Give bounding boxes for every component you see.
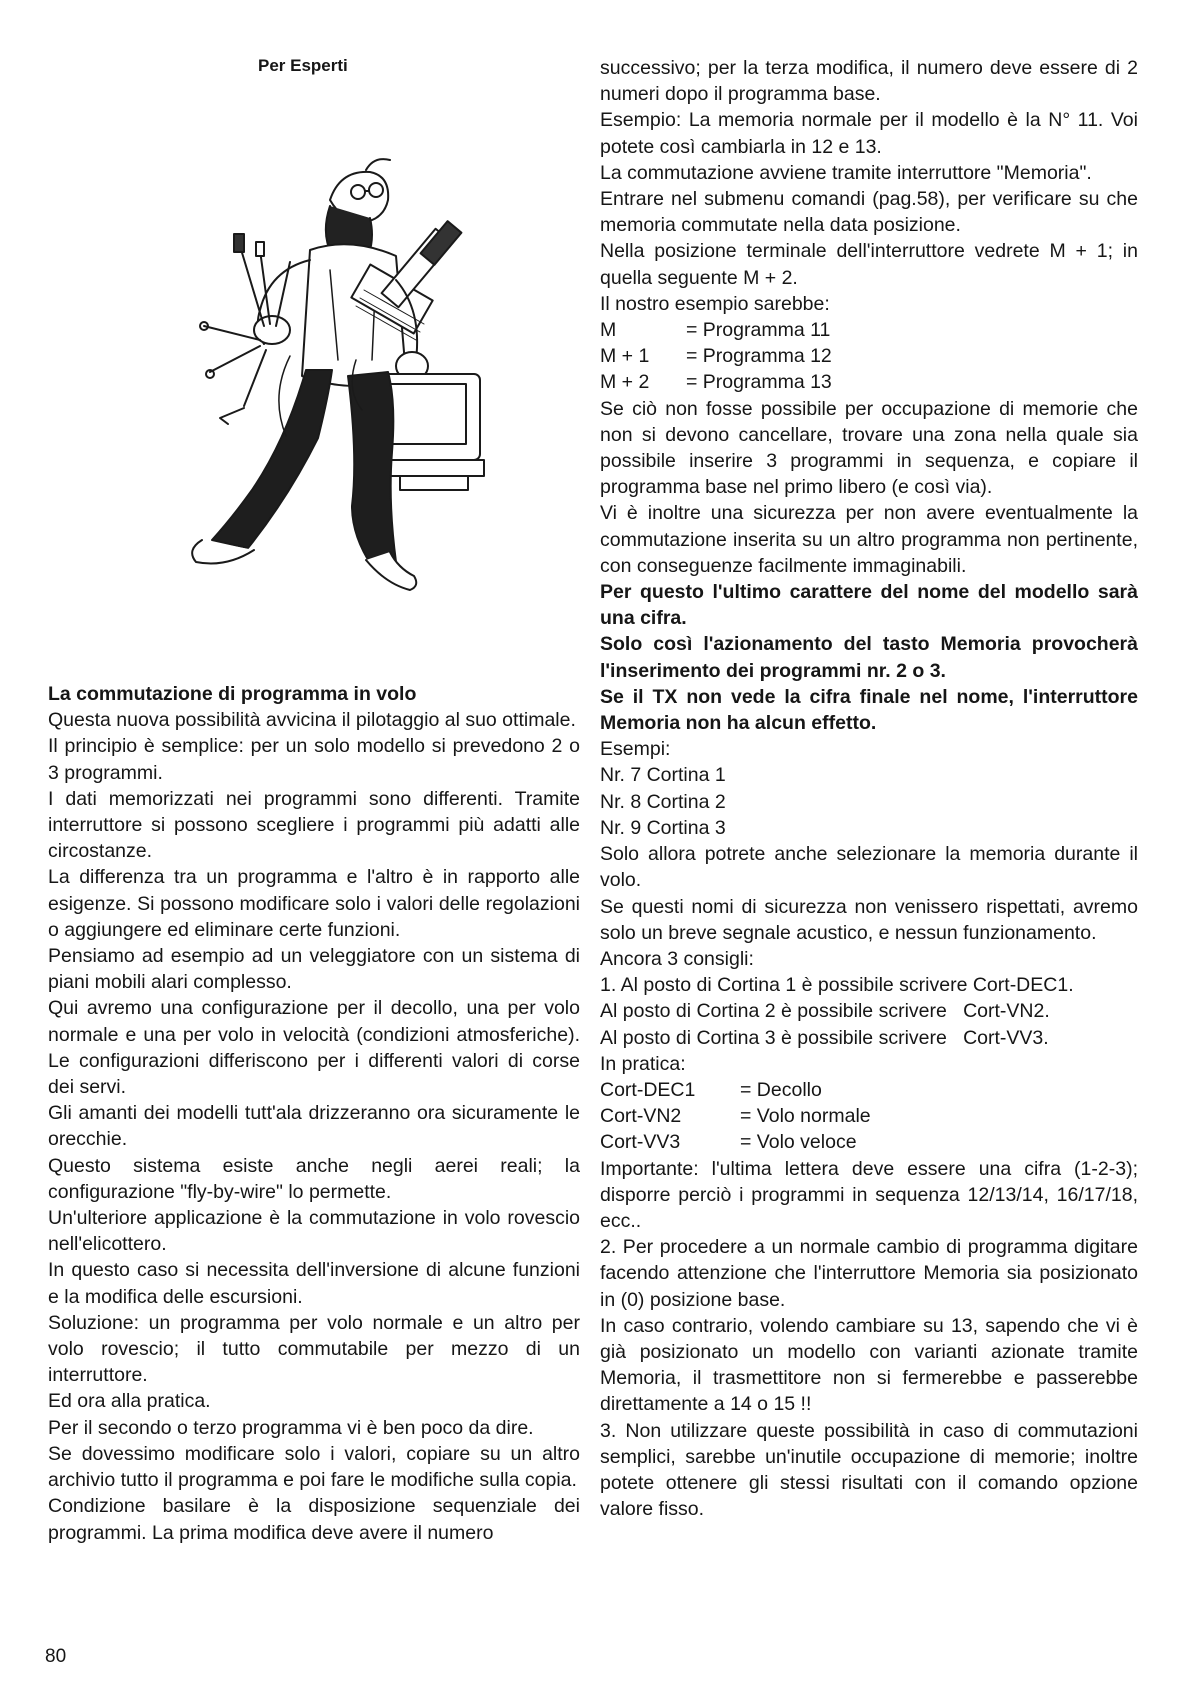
- memory-value: = Programma 13: [686, 371, 832, 394]
- examples-label: Esempi:: [600, 738, 671, 761]
- bold-note: Per questo l'ultimo carattere del nome del modello sarà una cifra.: [600, 581, 1138, 630]
- memory-key: M + 1: [600, 345, 650, 368]
- paragraph: Importante: l'ultima lettera deve essere una cifra (1-2-3); disporre perciò i programmi in sequenza 12/13/14, 16/17/18, ecc..: [600, 1157, 1138, 1232]
- section-title: La commutazione di programma in volo: [48, 683, 417, 705]
- name-value: = Decollo: [740, 1078, 822, 1101]
- paragraph: Pensiamo ad esempio ad un veleggiatore con un sistema di piani mobili alari complesso.: [48, 945, 580, 994]
- example-line: Nr. 8 Cortina 2: [600, 790, 726, 813]
- paragraph: Il principio è semplice: per un solo modello si prevedono 2 o 3 programmi.: [48, 735, 580, 784]
- paragraph: Condizione basilare è la disposizione sequenziale dei programmi. La prima modifica deve avere il numero: [48, 1495, 580, 1544]
- paragraph: La commutazione avviene tramite interruttore "Memoria".: [600, 161, 1092, 184]
- paragraph: Per il secondo o terzo programma vi è ben poco da dire.: [48, 1416, 534, 1439]
- paragraph: La differenza tra un programma e l'altro è in rapporto alle esigenze. Si possono modificare solo i valori delle regolazioni o aggiungere ed eliminare certe funzioni.: [48, 866, 580, 941]
- name-key: Cort-VV3: [600, 1131, 681, 1154]
- section-heading: Per Esperti: [258, 56, 348, 75]
- paragraph: Questo sistema esiste anche negli aerei reali; la configurazione "fly-by-wire" lo permette.: [48, 1154, 580, 1203]
- paragraph: Solo allora potrete anche selezionare la memoria durante il volo.: [600, 843, 1138, 892]
- paragraph: Nella posizione terminale dell'interruttore vedrete M + 1; in quella seguente M + 2.: [600, 240, 1138, 289]
- paragraph: Entrare nel submenu comandi (pag.58), per verificare su che memoria commutate nella data posizione.: [600, 188, 1138, 237]
- example-line: Nr. 9 Cortina 3: [600, 816, 726, 839]
- memory-key: M + 2: [600, 371, 650, 394]
- paragraph: Soluzione: un programma per volo normale e un altro per volo rovescio; il tutto commutabile per mezzo di un interruttore.: [48, 1311, 580, 1387]
- name-value: = Volo veloce: [740, 1131, 857, 1154]
- paragraph: Un'ulteriore applicazione è la commutazione in volo rovescio nell'elicottero.: [48, 1207, 580, 1256]
- paragraph: I dati memorizzati nei programmi sono differenti. Tramite interruttore si possono scegliere i programmi più adatti alle circostanze.: [48, 787, 580, 863]
- paragraph: Gli amanti dei modelli tutt'ala drizzeranno ora sicuramente le orecchie.: [48, 1102, 580, 1151]
- paragraph: Vi è inoltre una sicurezza per non avere eventualmente la commutazione inserita su un altro programma non pertinente, con conseguenze facilmente immaginabili.: [600, 502, 1138, 577]
- paragraph: 3. Non utilizzare queste possibilità in caso di commutazioni semplici, sarebbe un'inutile occupazione di memorie; inoltre potete ottenere gli stessi risultati con il comando opzione valore fisso.: [600, 1419, 1138, 1521]
- expert-cartoon-illustration: [180, 130, 500, 610]
- names-table: [600, 1077, 1138, 1156]
- tip-line: 1. Al posto di Cortina 1 è possibile scrivere Cort-DEC1.: [600, 974, 1074, 997]
- paragraph: Qui avremo una configurazione per il decollo, una per volo normale e una per volo in velocità (condizioni atmosferiche). Le configurazioni differiscono per i differenti valori di corse dei servi.: [48, 997, 580, 1099]
- paragraph: 2. Per procedere a un normale cambio di programma digitare facendo attenzione che l'interruttore Memoria sia posizionato in (0) posizione base.: [600, 1236, 1138, 1311]
- bold-note: Solo così l'azionamento del tasto Memoria provocherà l'inserimento dei programmi nr. 2 o 3.: [600, 633, 1138, 682]
- memory-key: M: [600, 319, 617, 342]
- example-line: Nr. 7 Cortina 1: [600, 764, 726, 787]
- paragraph: Ancora 3 consigli:: [600, 947, 754, 970]
- tip-line: Al posto di Cortina 3 è possibile scrivere Cort-VV3.: [600, 1026, 1049, 1049]
- paragraph: Esempio: La memoria normale per il modello è la N° 11. Voi potete così cambiarla in 12 e 13.: [600, 109, 1138, 158]
- paragraph: Se questi nomi di sicurezza non venissero rispettati, avremo solo un breve segnale acustico, e nessun funzionamento.: [600, 895, 1138, 944]
- right-column: [600, 55, 1138, 1522]
- paragraph: In questo caso si necessita dell'inversione di alcune funzioni e la modifica delle escursioni.: [48, 1259, 580, 1308]
- paragraph: In caso contrario, volendo cambiare su 13, sapendo che vi è già posizionato un modello con varianti azionate tramite Memoria, il trasmettitore non si fermerebbe e passerebbe direttamente a 14 o 15 !!: [600, 1314, 1138, 1416]
- bold-note: Se il TX non vede la cifra finale nel nome, l'interruttore Memoria non ha alcun effetto.: [600, 685, 1138, 735]
- tip-line: Al posto di Cortina 2 è possibile scrivere Cort-VN2.: [600, 1000, 1050, 1023]
- memory-table: [600, 317, 1138, 396]
- paragraph: Se dovessimo modificare solo i valori, copiare su un altro archivio tutto il programma e poi fare le modifiche sulla copia.: [48, 1442, 580, 1492]
- tip-line: In pratica:: [600, 1052, 686, 1075]
- paragraph: Questa nuova possibilità avvicina il pilotaggio al suo ottimale.: [48, 709, 576, 732]
- paragraph: Ed ora alla pratica.: [48, 1390, 211, 1413]
- paragraph: successivo; per la terza modifica, il numero deve essere di 2 numeri dopo il programma base.: [600, 57, 1138, 106]
- paragraph: Se ciò non fosse possibile per occupazione di memorie che non si devono cancellare, trovare una zona nella quale sia possibile inserire 3 programmi in sequenza, e copiare il programma base nel primo libero (e così via).: [600, 397, 1138, 499]
- name-key: Cort-DEC1: [600, 1078, 696, 1101]
- left-column: [48, 681, 580, 1546]
- memory-value: = Programma 12: [686, 345, 832, 368]
- memory-value: = Programma 11: [686, 319, 831, 342]
- page-number: 80: [45, 1646, 67, 1667]
- name-value: = Volo normale: [740, 1105, 871, 1128]
- paragraph: Il nostro esempio sarebbe:: [600, 292, 830, 315]
- name-key: Cort-VN2: [600, 1105, 682, 1128]
